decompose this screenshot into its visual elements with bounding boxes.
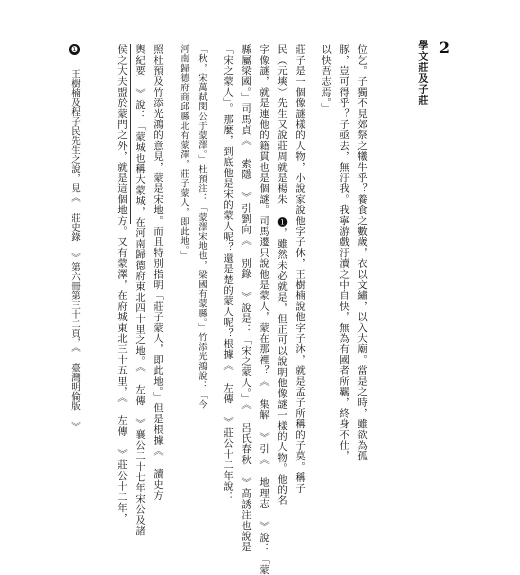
book-title: 學文莊及子莊	[415, 40, 427, 106]
page-number: 2	[438, 38, 450, 57]
text-column: 位乞。子獨不見郊祭之犧牛乎？養食之數歲，衣以文繡，以入大廟。當是之時，雖欲為孤	[355, 44, 367, 462]
footnote-divider	[130, 44, 131, 224]
footnote-text: 王樹楠及程子民先生之說，見《 莊史錄 》第六冊第三十二頁，《 臺灣明倫版 》	[69, 69, 80, 432]
text-column: 縣屬梁國。」司馬貞《 索隱 》引劉向《 別錄 》說是：「宋之蒙人。」《 呂氏春秋 》高誘注也說是	[239, 44, 251, 553]
text-column: 以快吾志焉。」	[319, 44, 331, 114]
text-column: 字像謎，就是連他的籍貫也是個謎。司馬遷只說他是蒙人，蒙在那裡？《 集解 》引《 地理志 》說：「蒙	[257, 44, 269, 575]
text-column: 輿紀要 》說：「蒙城也稱大蒙城，在河南歸德府東北四十里之地。《 左傳 》襄公二十七年宋公及諸	[133, 44, 145, 537]
main-text	[112, 44, 370, 575]
text-column: 民（元塽）先生又說莊周就是楊朱 ❶，雖然未必就是，但正可以說明他像謎一樣的人物。他的名	[275, 44, 287, 506]
text-column: 照杜預及竹添光鴻的意見，蒙是宋地。而且特別指明「莊子蒙人，即此地。」但是根據《 讀史方	[151, 44, 163, 501]
text-column: 侯之大夫盟於蒙門之外，就是這個地方。又有蒙澤，在府城東北三十五里，《 左傳 》莊公十二年，	[115, 44, 127, 524]
text-column: 豚，豈可得乎？子亟去，無汙我。我寧游戲汙瀆之中自快，無為有國者所羈，終身不仕，	[337, 44, 349, 462]
text-column: 「宋之蒙人」。那麼，到底他是宋的蒙人呢？還是楚的蒙人呢？根據《 左傳 》莊公十二年說：	[221, 44, 233, 503]
footnote	[66, 44, 83, 452]
text-column: 莊子是一個像謎樣的人物，小說家說他字子休，王樹楠說他字子沐，就是孟子所稱的子莫。稱子	[293, 44, 305, 494]
quotation-column: 「秋，宋萬弑閔公于蒙澤。」杜預注：「蒙澤宋地也，梁國有蒙縣。」竹添光鴻說：「今	[196, 44, 207, 410]
footnote-marker: ❶	[70, 45, 79, 54]
footnotes	[66, 44, 83, 452]
quotation-column: 河南歸德府商邱縣北有蒙澤，莊子蒙人，即此地。」	[178, 44, 189, 261]
